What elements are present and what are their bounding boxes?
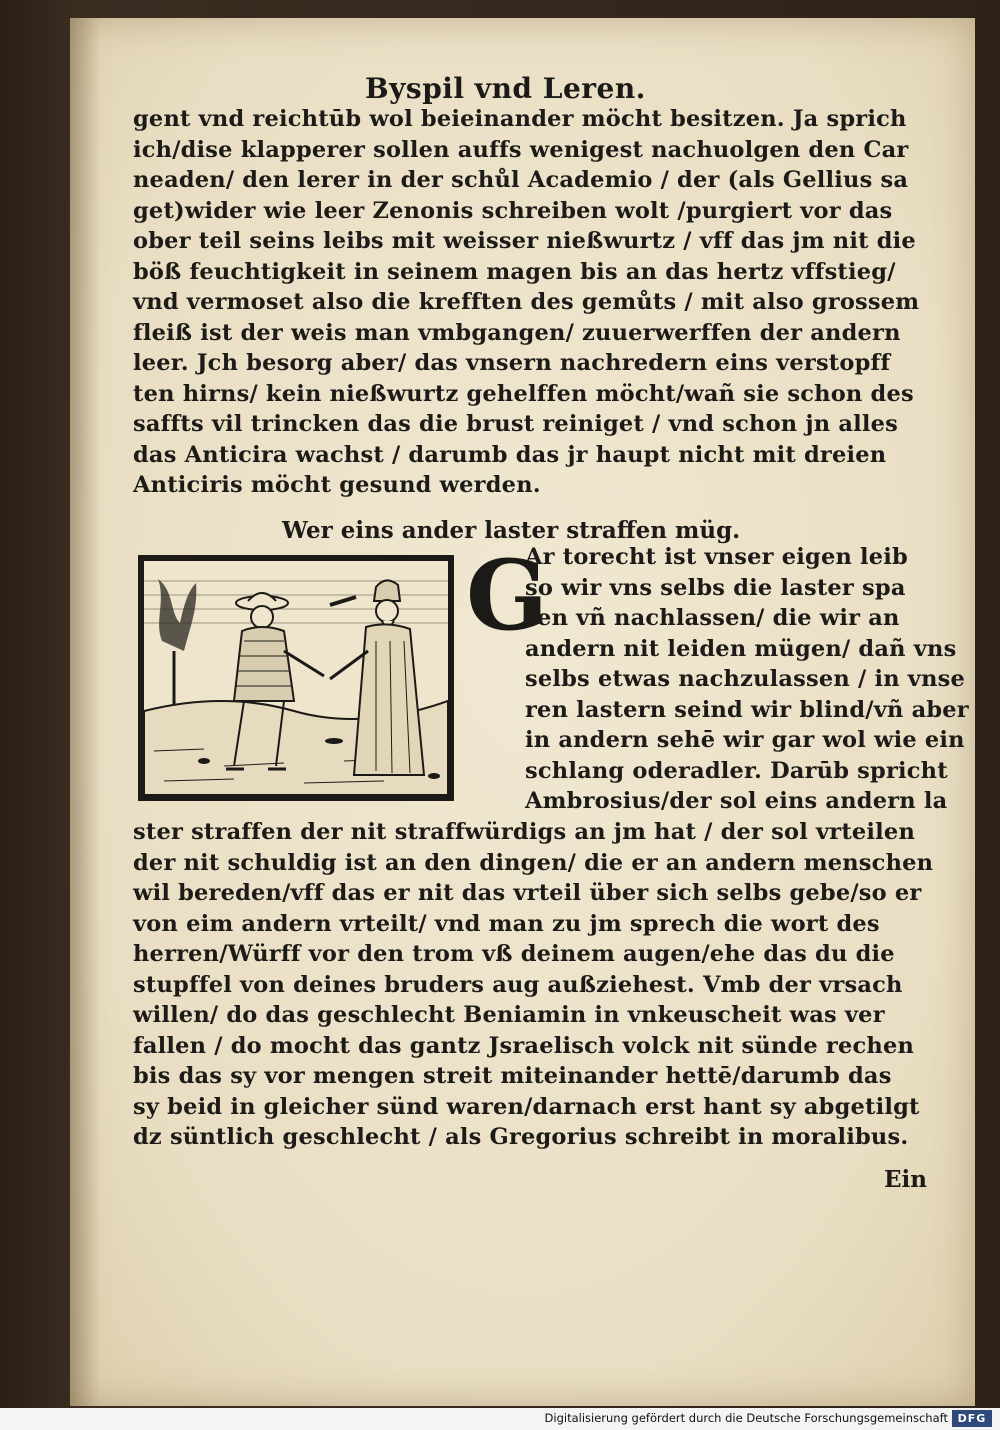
top-text-block [133, 104, 933, 501]
side-text-block [525, 542, 969, 817]
text-line: Anticiris möcht gesund werden. [133, 472, 541, 498]
text-line: andern nit leiden mügen/ dañ vns [525, 635, 957, 662]
text-line: willen/ do das geschlecht Beniamin in vnkeuscheit was ver [133, 1002, 885, 1028]
woodcut-illustration [138, 555, 454, 801]
text-line: das Anticira wachst / darumb das jr haupt nicht mit dreien [133, 441, 887, 468]
section-heading: Wer eins ander laster straffen müg. [282, 517, 741, 544]
woodcut-illustration-icon [144, 561, 448, 795]
text-line: Ar torecht ist vnser eigen leib [525, 544, 908, 570]
text-line: sy beid in gleicher sünd waren/darnach erst hant sy abgetilgt [133, 1093, 920, 1120]
text-line: fallen / do mocht das gantz Jsraelisch volck nit sünde rechen [133, 1032, 915, 1059]
text-line: vnd vermoset also die krefften des gemůts / mit also grossem [133, 289, 920, 315]
running-head: Byspil vnd Leren. [365, 72, 646, 105]
text-line: böß feuchtigkeit in seinem magen bis an das hertz vffstieg/ [133, 258, 896, 285]
initial-letter: G [466, 539, 548, 652]
dfg-logo-icon[interactable]: DFG [952, 1410, 992, 1427]
text-line: ober teil seins leibs mit weisser nießwurtz / vff das jm nit die [133, 228, 916, 254]
text-line: wil bereden/vff das er nit das vrteil über sich selbs gebe/so er [133, 880, 922, 906]
tree-icon [158, 579, 196, 711]
text-line: bis das sy vor mengen streit miteinander hettē/darumb das [133, 1063, 892, 1089]
text-line: selbs etwas nachzulassen / in vnse [525, 666, 966, 692]
text-line: Ambrosius/der sol eins andern la [525, 788, 948, 814]
footer-credit: Digitalisierung gefördert durch die Deutsche Forschungsgemeinschaft [544, 1411, 948, 1425]
text-line: get)wider wie leer Zenonis schreiben wolt /purgiert vor das [133, 197, 893, 224]
text-line: saffts vil trincken das die brust reiniget / vnd schon jn alles [133, 411, 898, 437]
text-line: herren/Würff vor den trom vß deinem augen/ehe das du die [133, 941, 895, 967]
text-line: ich/dise klapperer sollen auffs wenigest nachuolgen den Car [133, 136, 909, 163]
text-line: ten hirns/ kein nießwurtz gehelffen möcht/wañ sie schon des [133, 380, 914, 407]
text-line: in andern sehē wir gar wol wie ein [525, 727, 965, 753]
text-line: ster straffen der nit straffwürdigs an jm hat / der sol vrteilen [133, 819, 915, 845]
text-line: der nit schuldig ist an den dingen/ die er an andern menschen [133, 849, 934, 876]
text-line: so wir vns selbs die laster spa [525, 574, 906, 601]
bottom-text-block [133, 817, 933, 1153]
text-line: stupffel von deines bruders aug außziehest. Vmb der vrsach [133, 971, 903, 998]
text-line: schlang oderadler. Darūb spricht [525, 757, 948, 784]
text-line: neaden/ den lerer in der schůl Academio / der (als Gellius sa [133, 167, 909, 193]
text-line: leer. Jch besorg aber/ das vnsern nachredern eins verstopff [133, 350, 891, 376]
text-line: ren vñ nachlassen/ die wir an [525, 605, 900, 631]
text-line: von eim andern vrteilt/ vnd man zu jm sprech die wort des [133, 910, 880, 937]
page-binding-shadow [70, 18, 100, 1406]
text-line: ren lastern seind wir blind/vñ aber [525, 696, 969, 723]
footer-bar [0, 1408, 1000, 1430]
text-line: fleiß ist der weis man vmbgangen/ zuuerwerffen der andern [133, 319, 901, 346]
text-line: gent vnd reichtūb wol beieinander möcht besitzen. Ja sprich [133, 106, 907, 132]
catchword: Ein [884, 1166, 927, 1193]
text-line: dz süntlich geschlecht / als Gregorius schreibt in moralibus. [133, 1124, 909, 1150]
